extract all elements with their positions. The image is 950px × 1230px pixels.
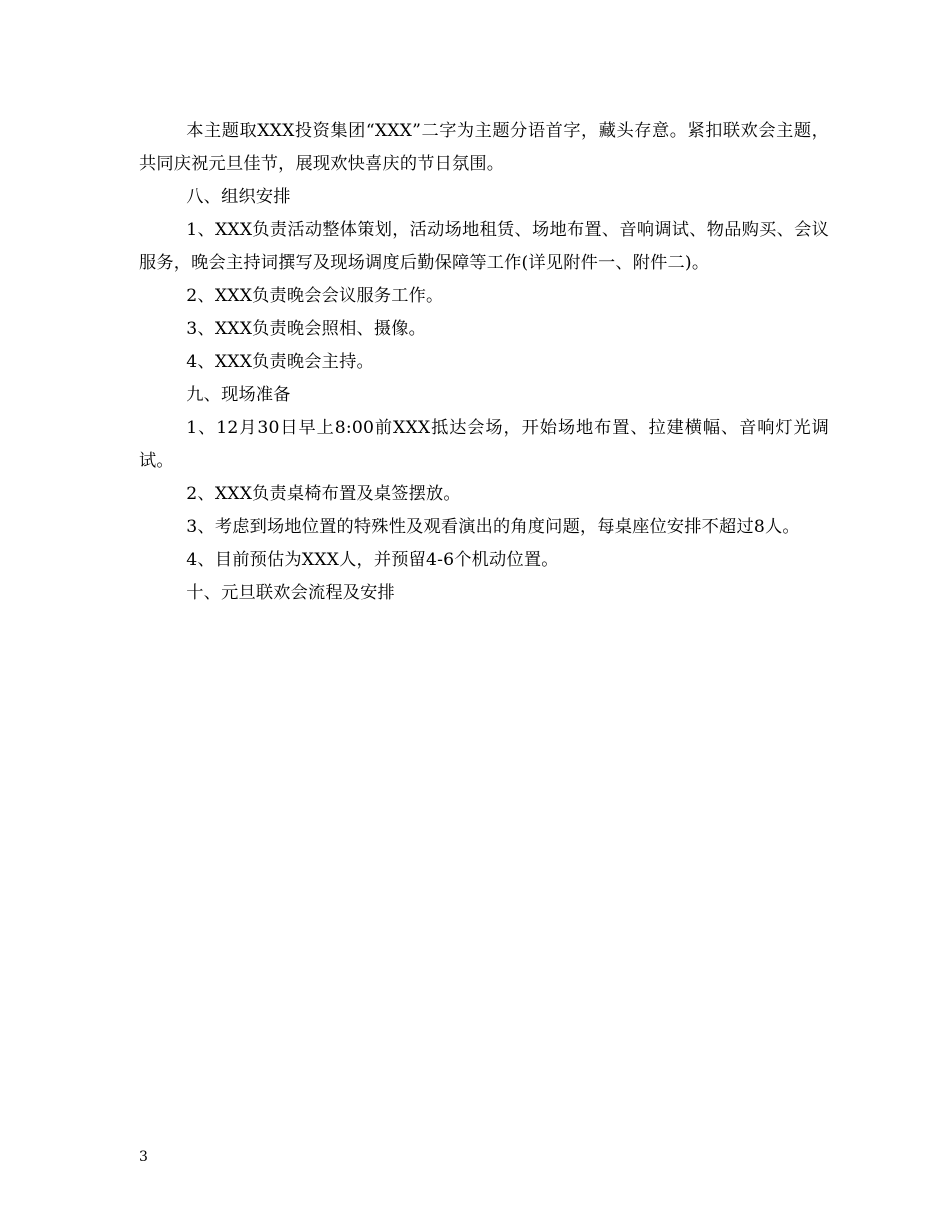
paragraph-theme-explanation: 本主题取XXX投资集团“XXX”二字为主题分语首字，藏头存意。紧扣联欢会主题，共同庆祝元旦佳节，展现欢快喜庆的节日氛围。 [139,121,829,174]
paragraph-organization-4: 4、XXX负责晚会主持。 [186,352,374,372]
section-heading-preparation: 九、现场准备 [186,385,291,405]
paragraph-organization-1: 1、XXX负责活动整体策划，活动场地租赁、场地布置、音响调试、物品购买、会议服务，晚会主持词撰写及现场调度后勤保障等工作(详见附件一、附件二)。 [139,220,829,273]
section-heading-program: 十、元旦联欢会流程及安排 [186,583,395,603]
paragraph-organization-2: 2、XXX负责晚会会议服务工作。 [186,286,444,306]
paragraph-organization-3: 3、XXX负责晚会照相、摄像。 [186,319,427,339]
paragraph-preparation-1: 1、12月30日早上8:00前XXX抵达会场，开始场地布置、拉建横幅、音响灯光调试。 [139,418,829,471]
paragraph-preparation-2: 2、XXX负责桌椅布置及桌签摆放。 [186,484,461,504]
section-heading-organization: 八、组织安排 [186,187,291,207]
paragraph-preparation-3: 3、考虑到场地位置的特殊性及观看演出的角度问题，每桌座位安排不超过8人。 [186,517,800,537]
page-number: 3 [139,1149,148,1165]
paragraph-preparation-4: 4、目前预估为XXX人，并预留4-6个机动位置。 [186,550,559,570]
document-body [139,115,829,610]
